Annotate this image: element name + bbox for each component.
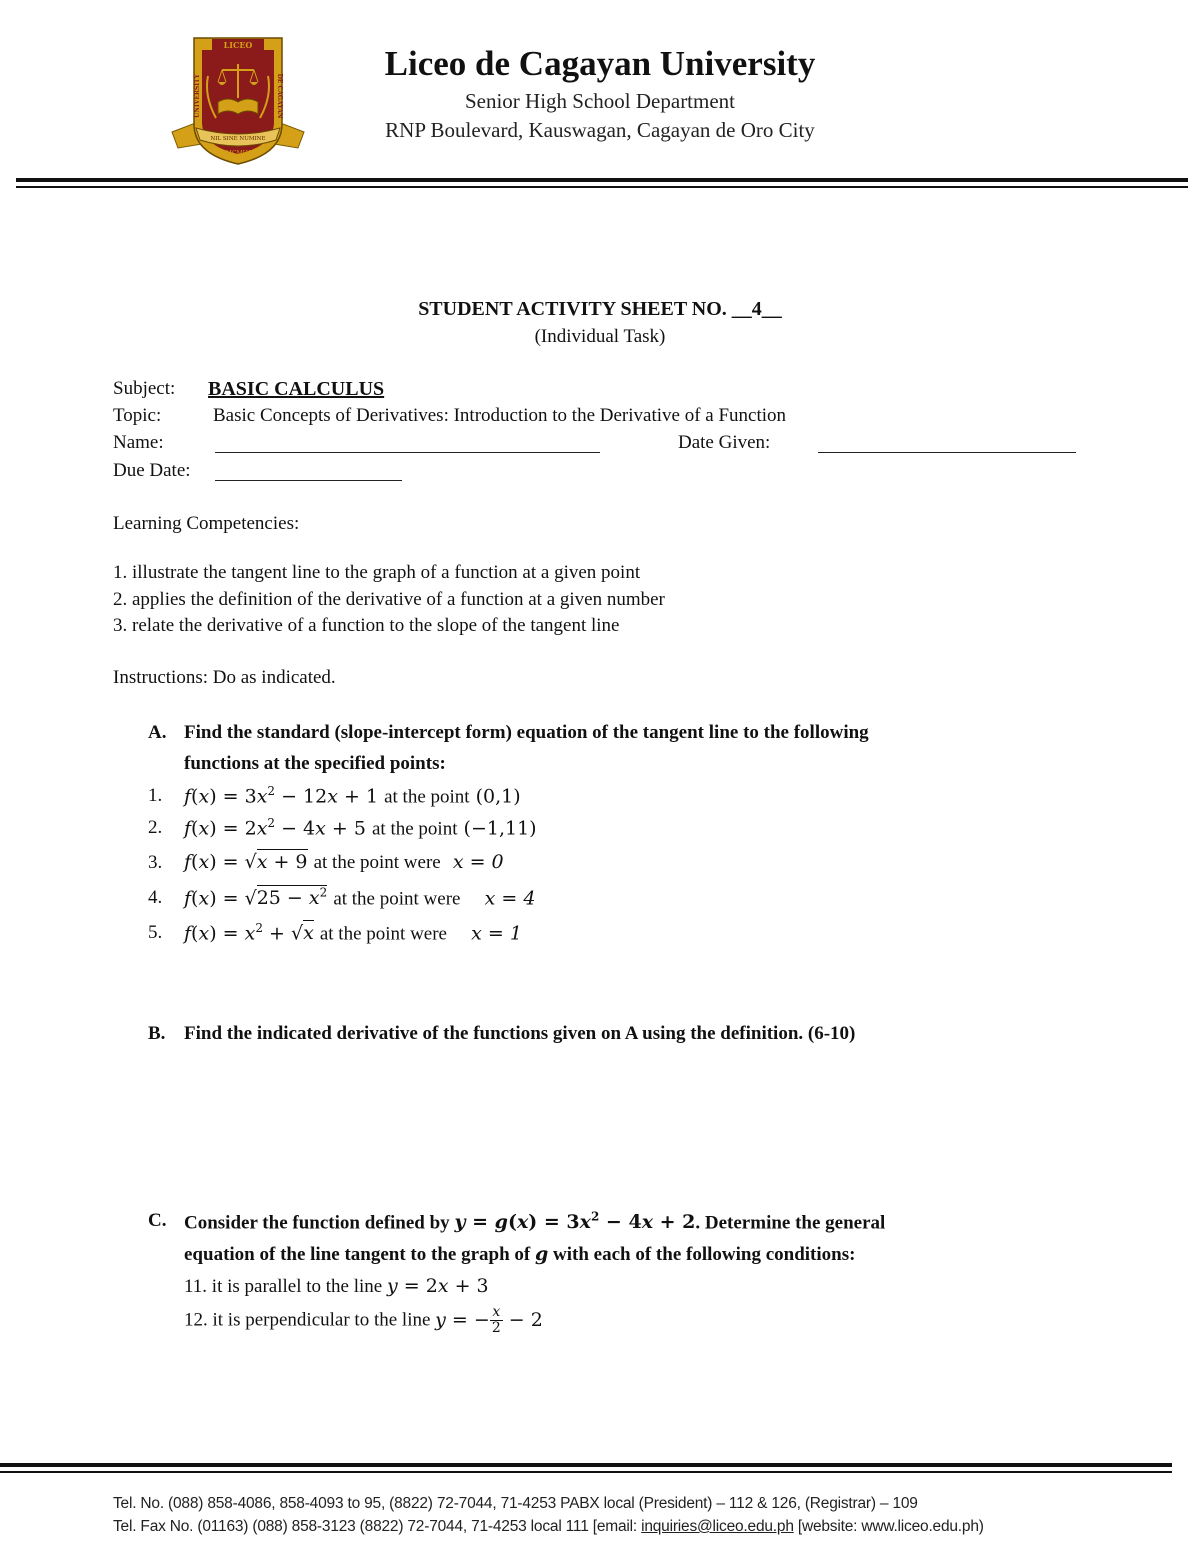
competency-item: 1. illustrate the tangent line to the graph of a function at a given point (113, 562, 641, 583)
university-name: Liceo de Cagayan University (384, 44, 816, 83)
section-c-letter: C. (148, 1210, 167, 1231)
name-label: Name: (113, 432, 164, 453)
function-3: f(x) = √x + 9 at the point were x = 0 (184, 851, 504, 873)
item-number: 4. (148, 887, 163, 908)
university-address: RNP Boulevard, Kauswagan, Cagayan de Oro City (385, 118, 815, 142)
section-b-heading: Find the indicated derivative of the functions given on A using the definition. (6-10) (184, 1023, 856, 1044)
item-number: 2. (148, 817, 163, 838)
function-4: $f(x) = √25 - x^2$ at the point were x = 4 (184, 886, 536, 910)
svg-text:MCMLV: MCMLV (225, 150, 251, 157)
due-date-label: Due Date: (113, 460, 191, 481)
topic-value: Basic Concepts of Derivatives: Introduction to the Derivative of a Function (213, 405, 787, 426)
seal-emblem-icon (168, 36, 308, 168)
section-c-heading-cont: equation of the line tangent to the graph of g with each of the following conditions: (184, 1243, 856, 1265)
footer-fax: Tel. Fax No. (01163) (088) 858-3123 (8822) 72-7044, 71-4253 local 111 [email: inquiries@liceo.edu.ph [website: www.liceo.edu.ph) (113, 1518, 984, 1535)
sheet-title: STUDENT ACTIVITY SHEET NO. __4__ (418, 298, 782, 320)
item-11: 11. it is parallel to the line y = 2x + 3 (184, 1275, 489, 1297)
item-12: 12. it is perpendicular to the line y = − $\frac{x}{2}$ − 2 (184, 1304, 543, 1336)
subject-value: BASIC CALCULUS (208, 378, 385, 400)
footer-rule-thin (0, 1471, 1172, 1473)
header-rule-thick (16, 178, 1188, 182)
footer-rule-thick (0, 1463, 1172, 1467)
date-given-field[interactable] (818, 434, 1076, 453)
subject-label: Subject: (113, 378, 176, 399)
svg-text:LICEO: LICEO (223, 40, 253, 50)
item-number: 5. (148, 922, 163, 943)
svg-text:UNIVERSITY: UNIVERSITY (194, 74, 201, 118)
header-rule-thin (16, 186, 1188, 188)
due-date-field[interactable] (215, 462, 402, 481)
svg-text:NIL SINE NUMINE: NIL SINE NUMINE (210, 136, 266, 142)
university-seal (168, 36, 308, 168)
task-type: (Individual Task) (534, 326, 666, 347)
date-given-label: Date Given: (678, 432, 771, 453)
competency-item: 2. applies the definition of the derivative of a function at a given number (113, 589, 665, 610)
section-a-heading: Find the standard (slope-intercept form) equation of the tangent line to the following (184, 722, 869, 743)
competencies-heading: Learning Competencies: (113, 513, 300, 534)
item-number: 3. (148, 852, 163, 873)
function-5: $f(x) = x^2 + √x$ at the point were x = 1 (184, 921, 522, 945)
section-c-heading: Consider the function defined by $y = g(x) = 3x^2 - 4x + 2$. Determine the general (184, 1210, 886, 1234)
function-1: $f(x) = 3x^2 - 12x + 1$ at the point (0,1) (184, 784, 521, 808)
competency-item: 3. relate the derivative of a function to the slope of the tangent line (113, 615, 620, 636)
section-a-heading-cont: functions at the specified points: (184, 753, 446, 774)
name-field[interactable] (215, 434, 600, 453)
email-link[interactable]: inquiries@liceo.edu.ph (641, 1518, 794, 1535)
svg-text:DE CAGAYAN: DE CAGAYAN (276, 73, 283, 119)
item-number: 1. (148, 785, 163, 806)
department-name: Senior High School Department (464, 89, 736, 113)
instructions: Instructions: Do as indicated. (113, 667, 336, 688)
section-a-letter: A. (148, 722, 167, 743)
footer-phone: Tel. No. (088) 858-4086, 858-4093 to 95, (8822) 72-7044, 71-4253 PABX local (President) – 112 & 126, (Registrar) – 109 (113, 1495, 918, 1512)
function-2: $f(x) = 2x^2 - 4x + 5$ at the point (−1,11) (184, 816, 537, 840)
section-b-letter: B. (148, 1023, 166, 1044)
topic-label: Topic: (113, 405, 162, 426)
